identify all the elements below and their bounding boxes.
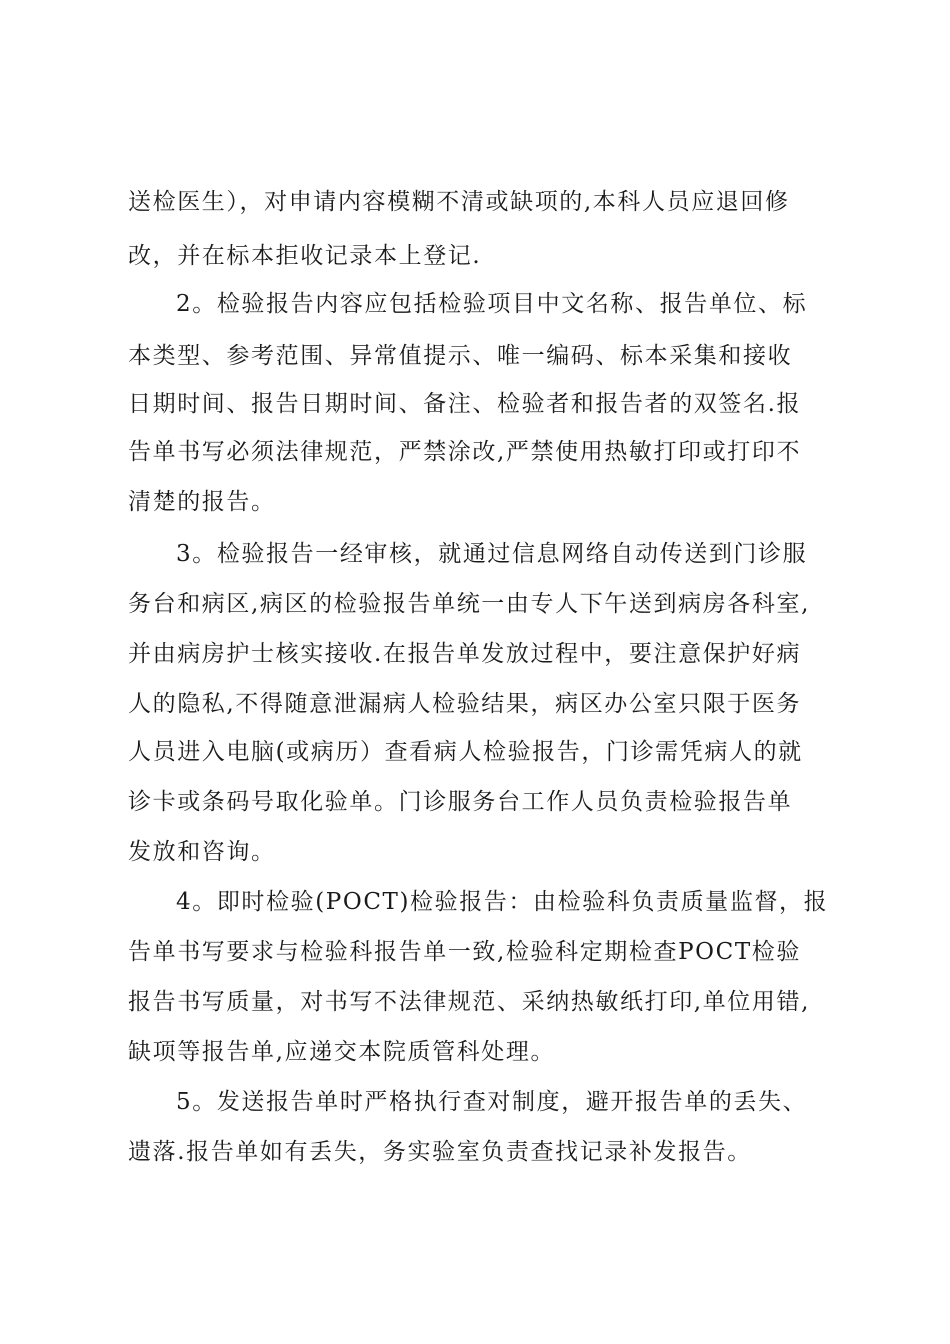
- text-line: 清楚的报告。: [128, 489, 276, 515]
- text-line: 发放和咨询。: [128, 839, 276, 865]
- text-line: 送检医生），对申请内容模糊不清或缺项的,本科人员应退回修: [128, 189, 790, 215]
- text-line: 改，并在标本拒收记录本上登记.: [128, 243, 482, 269]
- text-line: 告单书写必须法律规范，严禁涂改,严禁使用热敏打印或打印不: [128, 439, 802, 465]
- text-line: 人的隐私,不得随意泄漏病人检验结果，病区办公室只限于医务: [128, 691, 802, 717]
- text-line: 缺项等报告单,应递交本院质管科处理。: [128, 1039, 556, 1065]
- text-line: 人员进入电脑(或病历）查看病人检验报告，门诊需凭病人的就: [128, 739, 803, 765]
- text-line: 并由病房护士核实接收.在报告单发放过程中，要注意保护好病: [128, 641, 802, 667]
- paragraph-4-first-line: 4。即时检验(POCT)检验报告：由检验科负责质量监督，报: [176, 889, 829, 915]
- paragraph-5-first-line: 5。发送报告单时严格执行查对制度，避开报告单的丢失、: [176, 1089, 808, 1115]
- text-line: 务台和病区,病区的检验报告单统一由专人下午送到病房各科室,: [128, 591, 811, 617]
- text-line: 诊卡或条码号取化验单。门诊服务台工作人员负责检验报告单: [128, 789, 793, 815]
- paragraph-3-first-line: 3。检验报告一经审核，就通过信息网络自动传送到门诊服: [176, 541, 808, 567]
- text-line: 日期时间、报告日期时间、备注、检验者和报告者的双签名.报: [128, 391, 802, 417]
- paragraph-2-first-line: 2。检验报告内容应包括检验项目中文名称、报告单位、标: [176, 291, 808, 317]
- text-line: 遗落.报告单如有丢失，务实验室负责查找记录补发报告。: [128, 1139, 752, 1165]
- text-line: 告单书写要求与检验科报告单一致,检验科定期检查POCT检验: [128, 939, 801, 965]
- text-line: 报告书写质量，对书写不法律规范、采纳热敏纸打印,单位用错,: [128, 989, 811, 1015]
- text-line: 本类型、参考范围、异常值提示、唯一编码、标本采集和接收: [128, 343, 793, 369]
